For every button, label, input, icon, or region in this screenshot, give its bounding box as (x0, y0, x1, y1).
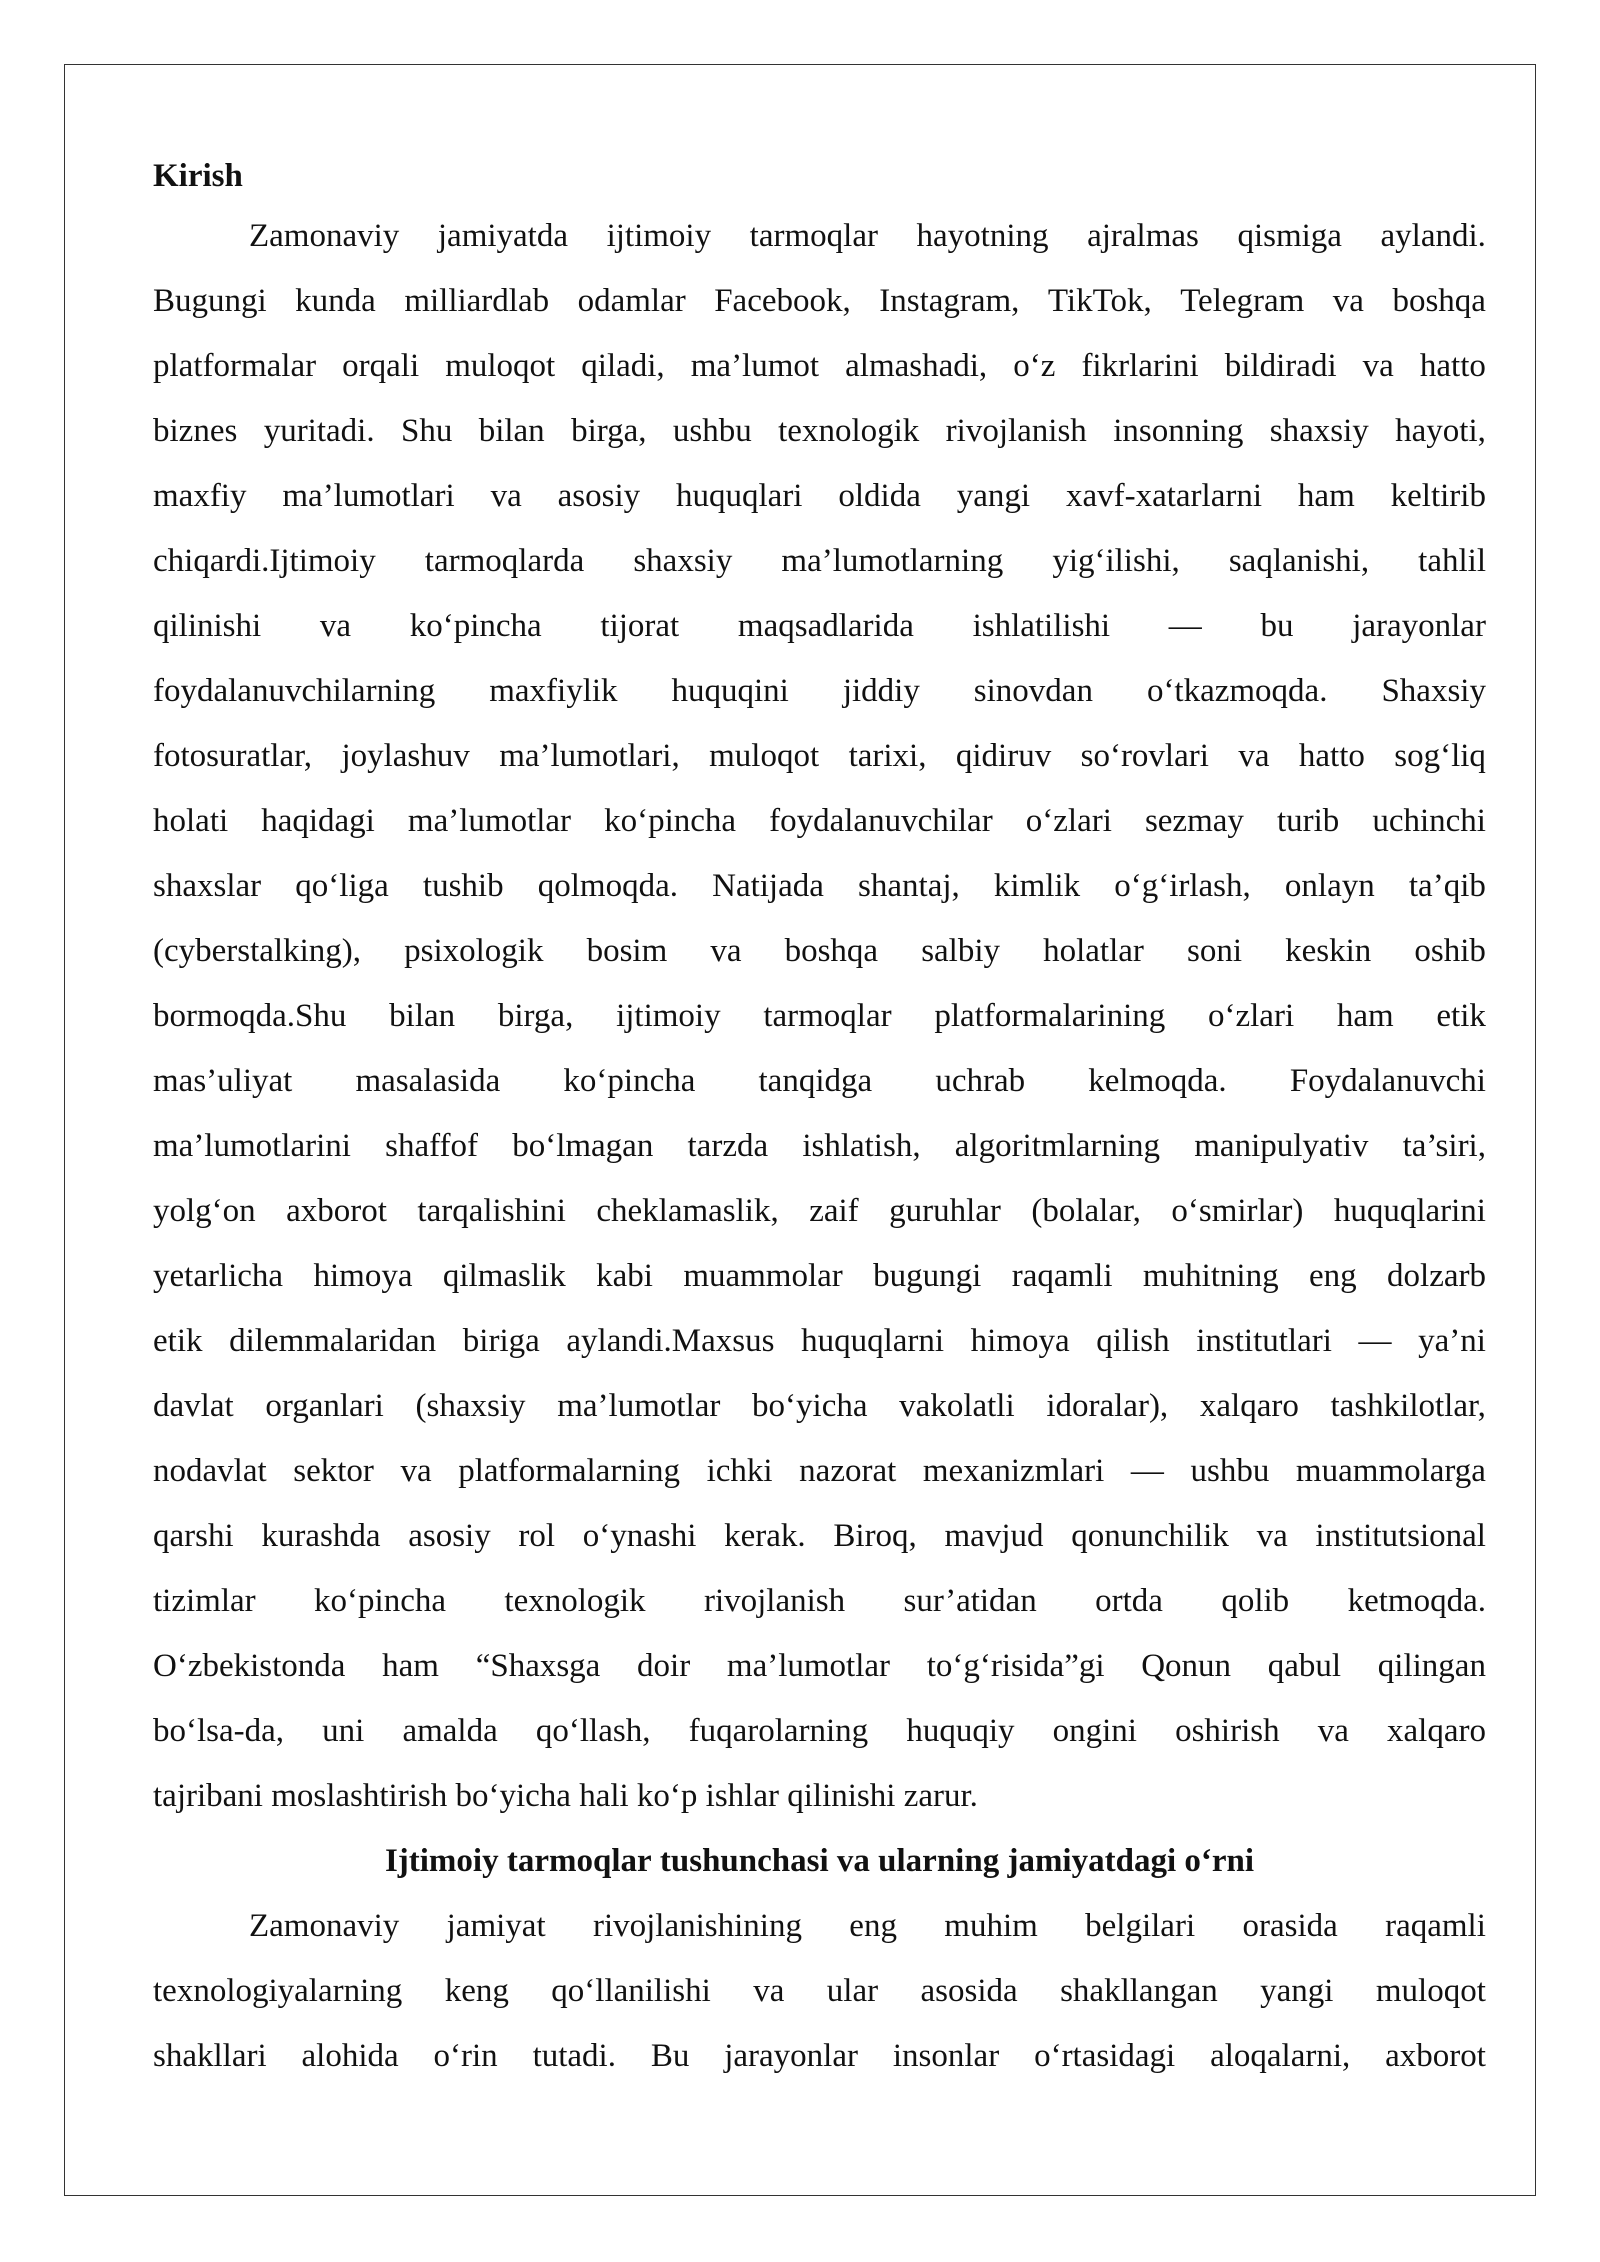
word: qilish (1096, 1323, 1170, 1359)
word: amalda (402, 1713, 498, 1749)
word: ortda (1095, 1583, 1163, 1619)
text-line (153, 1114, 1486, 1179)
word: ya’ni (1418, 1323, 1486, 1359)
word: jamiyatdagi (1007, 1843, 1177, 1879)
word: himoya (970, 1323, 1070, 1359)
word: sinovdan (973, 673, 1093, 709)
word: tarmoqlar (763, 998, 892, 1034)
word: ishlatish, (802, 1128, 921, 1164)
word: ijtimoiy (616, 998, 721, 1034)
text-line (153, 1764, 1486, 1829)
word: oshirish (1175, 1713, 1280, 1749)
word: jarayonlar (1352, 608, 1486, 644)
word: Shu (400, 413, 453, 449)
word: biznes (153, 413, 238, 449)
word: kimlik (993, 868, 1081, 904)
word: oʻzlari (1208, 998, 1295, 1034)
word: oʻtkazmoqda. (1146, 673, 1328, 709)
word: maxfiylik (489, 673, 618, 709)
word: ijtimoiy (606, 218, 712, 254)
word: ma’lumotlar (407, 803, 572, 839)
word: shakllari (153, 2038, 267, 2074)
word: aylandi.Maxsus (566, 1323, 775, 1359)
word: maxfiy (153, 478, 247, 514)
word: Bugungi (153, 283, 267, 319)
word: fikrlarini (1081, 348, 1199, 384)
word: tanqidga (758, 1063, 873, 1099)
word: jiddiy (842, 673, 920, 709)
word: ma’lumotlarning (781, 543, 1004, 579)
word: tutadi. (532, 2038, 616, 2074)
word: koʻpincha (314, 1583, 446, 1619)
word: muhitning (1142, 1258, 1279, 1294)
word: hatto (1419, 348, 1486, 384)
word: qonunchilik (1071, 1518, 1229, 1554)
word: jamiyat (446, 1908, 546, 1944)
word: shaxsiy (1269, 413, 1369, 449)
word: boshqa (1392, 283, 1486, 319)
word: va (836, 1843, 870, 1879)
text-line (153, 854, 1486, 919)
word: qilinishi (787, 1778, 896, 1814)
word: etik (1436, 998, 1486, 1034)
word: Oʻzbekistonda (153, 1648, 346, 1684)
word: foydalanuvchilar (769, 803, 993, 839)
word: xalqaro (1387, 1713, 1486, 1749)
word: odamlar (577, 283, 686, 319)
word: yangi (956, 478, 1031, 514)
word: texnologik (504, 1583, 646, 1619)
word: ular (826, 1973, 879, 2009)
word: etik (153, 1323, 203, 1359)
word: koʻpincha (409, 608, 542, 644)
word: birga, (571, 413, 647, 449)
word: xalqaro (1199, 1388, 1299, 1424)
word: ushbu (1190, 1453, 1270, 1489)
word: psixologik (404, 933, 544, 969)
word: eng (849, 1908, 897, 1944)
word: kunda (295, 283, 376, 319)
text-line (153, 1634, 1486, 1699)
word: bildiradi (1224, 348, 1337, 384)
word: va (1362, 348, 1394, 384)
word: koʻpincha (563, 1063, 696, 1099)
word: shaffof (385, 1128, 479, 1164)
word: yetarlicha (153, 1258, 284, 1294)
text-line (153, 1179, 1486, 1244)
word: shantaj, (858, 868, 960, 904)
word: va (1238, 738, 1270, 774)
word: oʻgʻirlash, (1114, 868, 1251, 904)
word: (bolalar, (1031, 1193, 1141, 1229)
word: guruhlar (889, 1193, 1001, 1229)
word: va (490, 478, 522, 514)
word: birga, (497, 998, 574, 1034)
section-paragraph (153, 1894, 1486, 2089)
word: soni (1187, 933, 1243, 969)
word: aylandi. (1380, 218, 1486, 254)
word: Shaxsiy (1381, 673, 1486, 709)
word: mas’uliyat (153, 1063, 293, 1099)
word: oʻrni (1184, 1843, 1255, 1879)
text-line (153, 1439, 1486, 1504)
word: Qonun (1141, 1648, 1232, 1684)
word: boshqa (784, 933, 879, 969)
word: fuqarolarning (688, 1713, 869, 1749)
word: bosim (586, 933, 668, 969)
word: dilemmalaridan (229, 1323, 437, 1359)
word: huquqlarini (1333, 1193, 1486, 1229)
word: chiqardi.Ijtimoiy (153, 543, 376, 579)
word: raqamli (1011, 1258, 1113, 1294)
word: yangi (1260, 1973, 1334, 2009)
word: sogʻliq (1394, 738, 1486, 774)
word: bilan (389, 998, 456, 1034)
word: organlari (265, 1388, 384, 1424)
word: Zamonaviy (249, 218, 400, 254)
word: nodavlat (153, 1453, 267, 1489)
word: Zamonaviy (249, 1908, 400, 1944)
word: rivojlanish (703, 1583, 846, 1619)
word: tarmoqlar (749, 218, 878, 254)
word: (shaxsiy (415, 1388, 526, 1424)
word: ma’lumot (690, 348, 820, 384)
word: asosiy (408, 1518, 491, 1554)
word: manipulyativ (1194, 1128, 1369, 1164)
word: ishlar (705, 1778, 779, 1814)
word: keng (444, 1973, 509, 2009)
word: maqsadlarida (737, 608, 914, 644)
word: orasida (1242, 1908, 1338, 1944)
word: vakolatli (899, 1388, 1015, 1424)
word: TikTok, (1047, 283, 1152, 319)
word: boʻlsa-da, (153, 1713, 285, 1749)
word: holati (153, 803, 229, 839)
word: salbiy (921, 933, 1001, 969)
word: qilinishi (153, 608, 262, 644)
word: jamiyatda (437, 218, 568, 254)
word: ma’lumotlari (282, 478, 455, 514)
word: fotosuratlar, (153, 738, 313, 774)
word: va (400, 1453, 432, 1489)
word: Telegram (1180, 283, 1305, 319)
word: kelmoqda. (1088, 1063, 1227, 1099)
word: oʻynashi (582, 1518, 697, 1554)
text-line (153, 204, 1486, 269)
word: “Shaxsga (475, 1648, 601, 1684)
word: yigʻilishi, (1052, 543, 1180, 579)
text-line (153, 399, 1486, 464)
word: cheklamaslik, (596, 1193, 779, 1229)
text-line (153, 1894, 1486, 1959)
word: aloqalarni, (1210, 2038, 1351, 2074)
word: qoʻliga (295, 868, 389, 904)
word: hatto (1298, 738, 1365, 774)
text-line (153, 659, 1486, 724)
text-line (153, 464, 1486, 529)
intro-paragraph (153, 204, 1486, 1829)
word: oʻzlari (1025, 803, 1112, 839)
word: insonlar (892, 2038, 1000, 2074)
word: sezmay (1144, 803, 1244, 839)
text-line (153, 789, 1486, 854)
word: shaxslar (153, 868, 262, 904)
word: ichki (706, 1453, 773, 1489)
word: institutlari (1196, 1323, 1332, 1359)
word: raqamli (1385, 1908, 1486, 1944)
word: oʻsmirlar) (1171, 1193, 1304, 1229)
word: zarur. (903, 1778, 978, 1814)
word: boʻyicha (752, 1388, 868, 1424)
word: onlayn (1284, 868, 1375, 904)
word: ketmoqda. (1347, 1583, 1486, 1619)
text-line (153, 984, 1486, 1049)
word: orqali (342, 348, 420, 384)
word: va (1317, 1713, 1349, 1749)
text-line (153, 269, 1486, 334)
word: Natijada (712, 868, 824, 904)
word: hali (579, 1778, 629, 1814)
word: va (1332, 283, 1364, 319)
word: asosiy (557, 478, 641, 514)
text-line (153, 1049, 1486, 1114)
word: ma’lumotlari, (499, 738, 680, 774)
word: qoʻllash, (535, 1713, 651, 1749)
word: keskin (1285, 933, 1372, 969)
text-line (153, 1569, 1486, 1634)
word: muloqot (445, 348, 556, 384)
word: uchinchi (1372, 803, 1486, 839)
word: Bu (650, 2038, 690, 2074)
word: Ijtimoiy (384, 1843, 499, 1879)
word: tarixi, (848, 738, 927, 774)
word: tarzda (687, 1128, 769, 1164)
word: tahlil (1418, 543, 1486, 579)
word: yuritadi. (263, 413, 375, 449)
word: sektor (293, 1453, 374, 1489)
text-line (153, 1374, 1486, 1439)
word: uchrab (935, 1063, 1026, 1099)
word: tarmoqlar (506, 1843, 652, 1879)
word: nazorat (799, 1453, 897, 1489)
word: himoya (313, 1258, 413, 1294)
word: va (319, 608, 352, 644)
word: boʻyicha (455, 1778, 571, 1814)
word: oʻrin (433, 2038, 498, 2074)
word: insonning (1113, 413, 1244, 449)
text-line (153, 2024, 1486, 2089)
word: tajribani (153, 1778, 263, 1814)
word: qolib (1221, 1583, 1290, 1619)
word: shakllangan (1060, 1973, 1218, 2009)
word: qabul (1267, 1648, 1342, 1684)
word: — (1168, 608, 1202, 644)
word: moslashtirish (271, 1778, 448, 1814)
word: texnologiyalarning (153, 1973, 403, 2009)
word: kerak. (724, 1518, 806, 1554)
word: huquqiy (906, 1713, 1015, 1749)
word: qilingan (1377, 1648, 1486, 1684)
text-line (153, 919, 1486, 984)
word: tarmoqlarda (424, 543, 585, 579)
word: biriga (462, 1323, 540, 1359)
text-line (153, 334, 1486, 399)
word: turib (1276, 803, 1340, 839)
word: platformalarning (458, 1453, 680, 1489)
word: bilan (478, 413, 545, 449)
word: tashkilotlar, (1330, 1388, 1486, 1424)
word: soʻrovlari (1080, 738, 1209, 774)
word: platformalar (153, 348, 317, 384)
word: yolgʻon (153, 1193, 256, 1229)
word: ma’lumotlar (726, 1648, 891, 1684)
word: Instagram, (879, 283, 1020, 319)
word: toʻgʻrisida”gi (926, 1648, 1105, 1684)
word: shaxsiy (633, 543, 733, 579)
word: qismiga (1237, 218, 1342, 254)
word: qolmoqda. (537, 868, 678, 904)
word: qidiruv (955, 738, 1052, 774)
word: alohida (301, 2038, 399, 2074)
word: tijorat (600, 608, 680, 644)
word: axborot (286, 1193, 387, 1229)
word: ularning (878, 1843, 1000, 1879)
word: ajralmas (1087, 218, 1199, 254)
word: belgilari (1085, 1908, 1196, 1944)
word: va (710, 933, 742, 969)
word: — (1130, 1453, 1164, 1489)
word: tushib (422, 868, 504, 904)
word: ta’qib (1408, 868, 1486, 904)
word: holatlar (1043, 933, 1144, 969)
word: muammolar (683, 1258, 843, 1294)
word: mavjud (944, 1518, 1044, 1554)
word: boʻlmagan (512, 1128, 654, 1164)
word: ushbu (672, 413, 752, 449)
document-body (153, 148, 1486, 2089)
word: xavf-xatarlarni (1065, 478, 1263, 514)
word: huquqlari (676, 478, 803, 514)
section-heading (153, 1829, 1486, 1894)
word: oshib (1414, 933, 1486, 969)
word: — (1358, 1323, 1392, 1359)
word: almashadi, (845, 348, 988, 384)
text-line (153, 1244, 1486, 1309)
word: koʻpincha (604, 803, 737, 839)
text-line (153, 1504, 1486, 1569)
word: rivojlanishining (592, 1908, 802, 1944)
word: ham (382, 1648, 439, 1684)
word: ta’siri, (1402, 1128, 1486, 1164)
word: ongini (1052, 1713, 1137, 1749)
word: bu (1260, 608, 1294, 644)
word: ma’lumotlarini (153, 1128, 351, 1164)
word: institutsional (1315, 1518, 1486, 1554)
word: va (1256, 1518, 1288, 1554)
word: keltirib (1390, 478, 1486, 514)
text-line (153, 594, 1486, 659)
word: dolzarb (1387, 1258, 1486, 1294)
word: milliardlab (404, 283, 550, 319)
word: algoritmlarning (954, 1128, 1161, 1164)
word: foydalanuvchilarning (153, 673, 436, 709)
word: platformalarining (934, 998, 1166, 1034)
word: kurashda (261, 1518, 381, 1554)
intro-heading: Kirish (153, 158, 243, 194)
word: muloqot (709, 738, 820, 774)
word: muloqot (1375, 1973, 1486, 2009)
word: eng (1309, 1258, 1357, 1294)
word: kabi (596, 1258, 653, 1294)
word: oldida (838, 478, 921, 514)
word: rol (518, 1518, 556, 1554)
word: jarayonlar (724, 2038, 858, 2074)
word: hayoti, (1395, 413, 1486, 449)
word: muammolarga (1295, 1453, 1486, 1489)
word: davlat (153, 1388, 234, 1424)
word: Foydalanuvchi (1289, 1063, 1486, 1099)
word: haqidagi (261, 803, 375, 839)
word: hayotning (916, 218, 1049, 254)
word: qoʻllanilishi (551, 1973, 711, 2009)
word: mexanizmlari (922, 1453, 1105, 1489)
word: ham (1297, 478, 1355, 514)
word: ishlatilishi (972, 608, 1111, 644)
word: idoralar), (1046, 1388, 1169, 1424)
word: joylashuv (341, 738, 470, 774)
word: tizimlar (153, 1583, 256, 1619)
word: ham (1336, 998, 1394, 1034)
word: qiladi, (581, 348, 665, 384)
word: huquqlarni (801, 1323, 945, 1359)
word: qilmaslik (442, 1258, 566, 1294)
word: muhim (944, 1908, 1038, 1944)
word: qarshi (153, 1518, 234, 1554)
word: va (753, 1973, 785, 2009)
text-line (153, 1959, 1486, 2024)
word: oʻrtasidagi (1034, 2038, 1176, 2074)
text-line (153, 724, 1486, 789)
word: uni (322, 1713, 365, 1749)
word: oʻz (1013, 348, 1056, 384)
word: sur’atidan (903, 1583, 1037, 1619)
word: tushunchasi (659, 1843, 829, 1879)
word: Facebook, (714, 283, 851, 319)
word: ma’lumotlar (557, 1388, 721, 1424)
word: bugungi (873, 1258, 982, 1294)
word: zaif (809, 1193, 859, 1229)
text-line (153, 1699, 1486, 1764)
word: saqlanishi, (1228, 543, 1370, 579)
word: bormoqda.Shu (153, 998, 347, 1034)
word: huquqini (671, 673, 789, 709)
word: tarqalishini (417, 1193, 566, 1229)
word: doir (637, 1648, 691, 1684)
word: koʻp (636, 1778, 698, 1814)
text-line (153, 1309, 1486, 1374)
word: axborot (1385, 2038, 1486, 2074)
word: asosida (920, 1973, 1018, 2009)
word: (cyberstalking), (153, 933, 362, 969)
text-line (153, 529, 1486, 594)
word: rivojlanish (945, 413, 1087, 449)
word: texnologik (778, 413, 920, 449)
word: masalasida (355, 1063, 501, 1099)
word: Biroq, (833, 1518, 917, 1554)
